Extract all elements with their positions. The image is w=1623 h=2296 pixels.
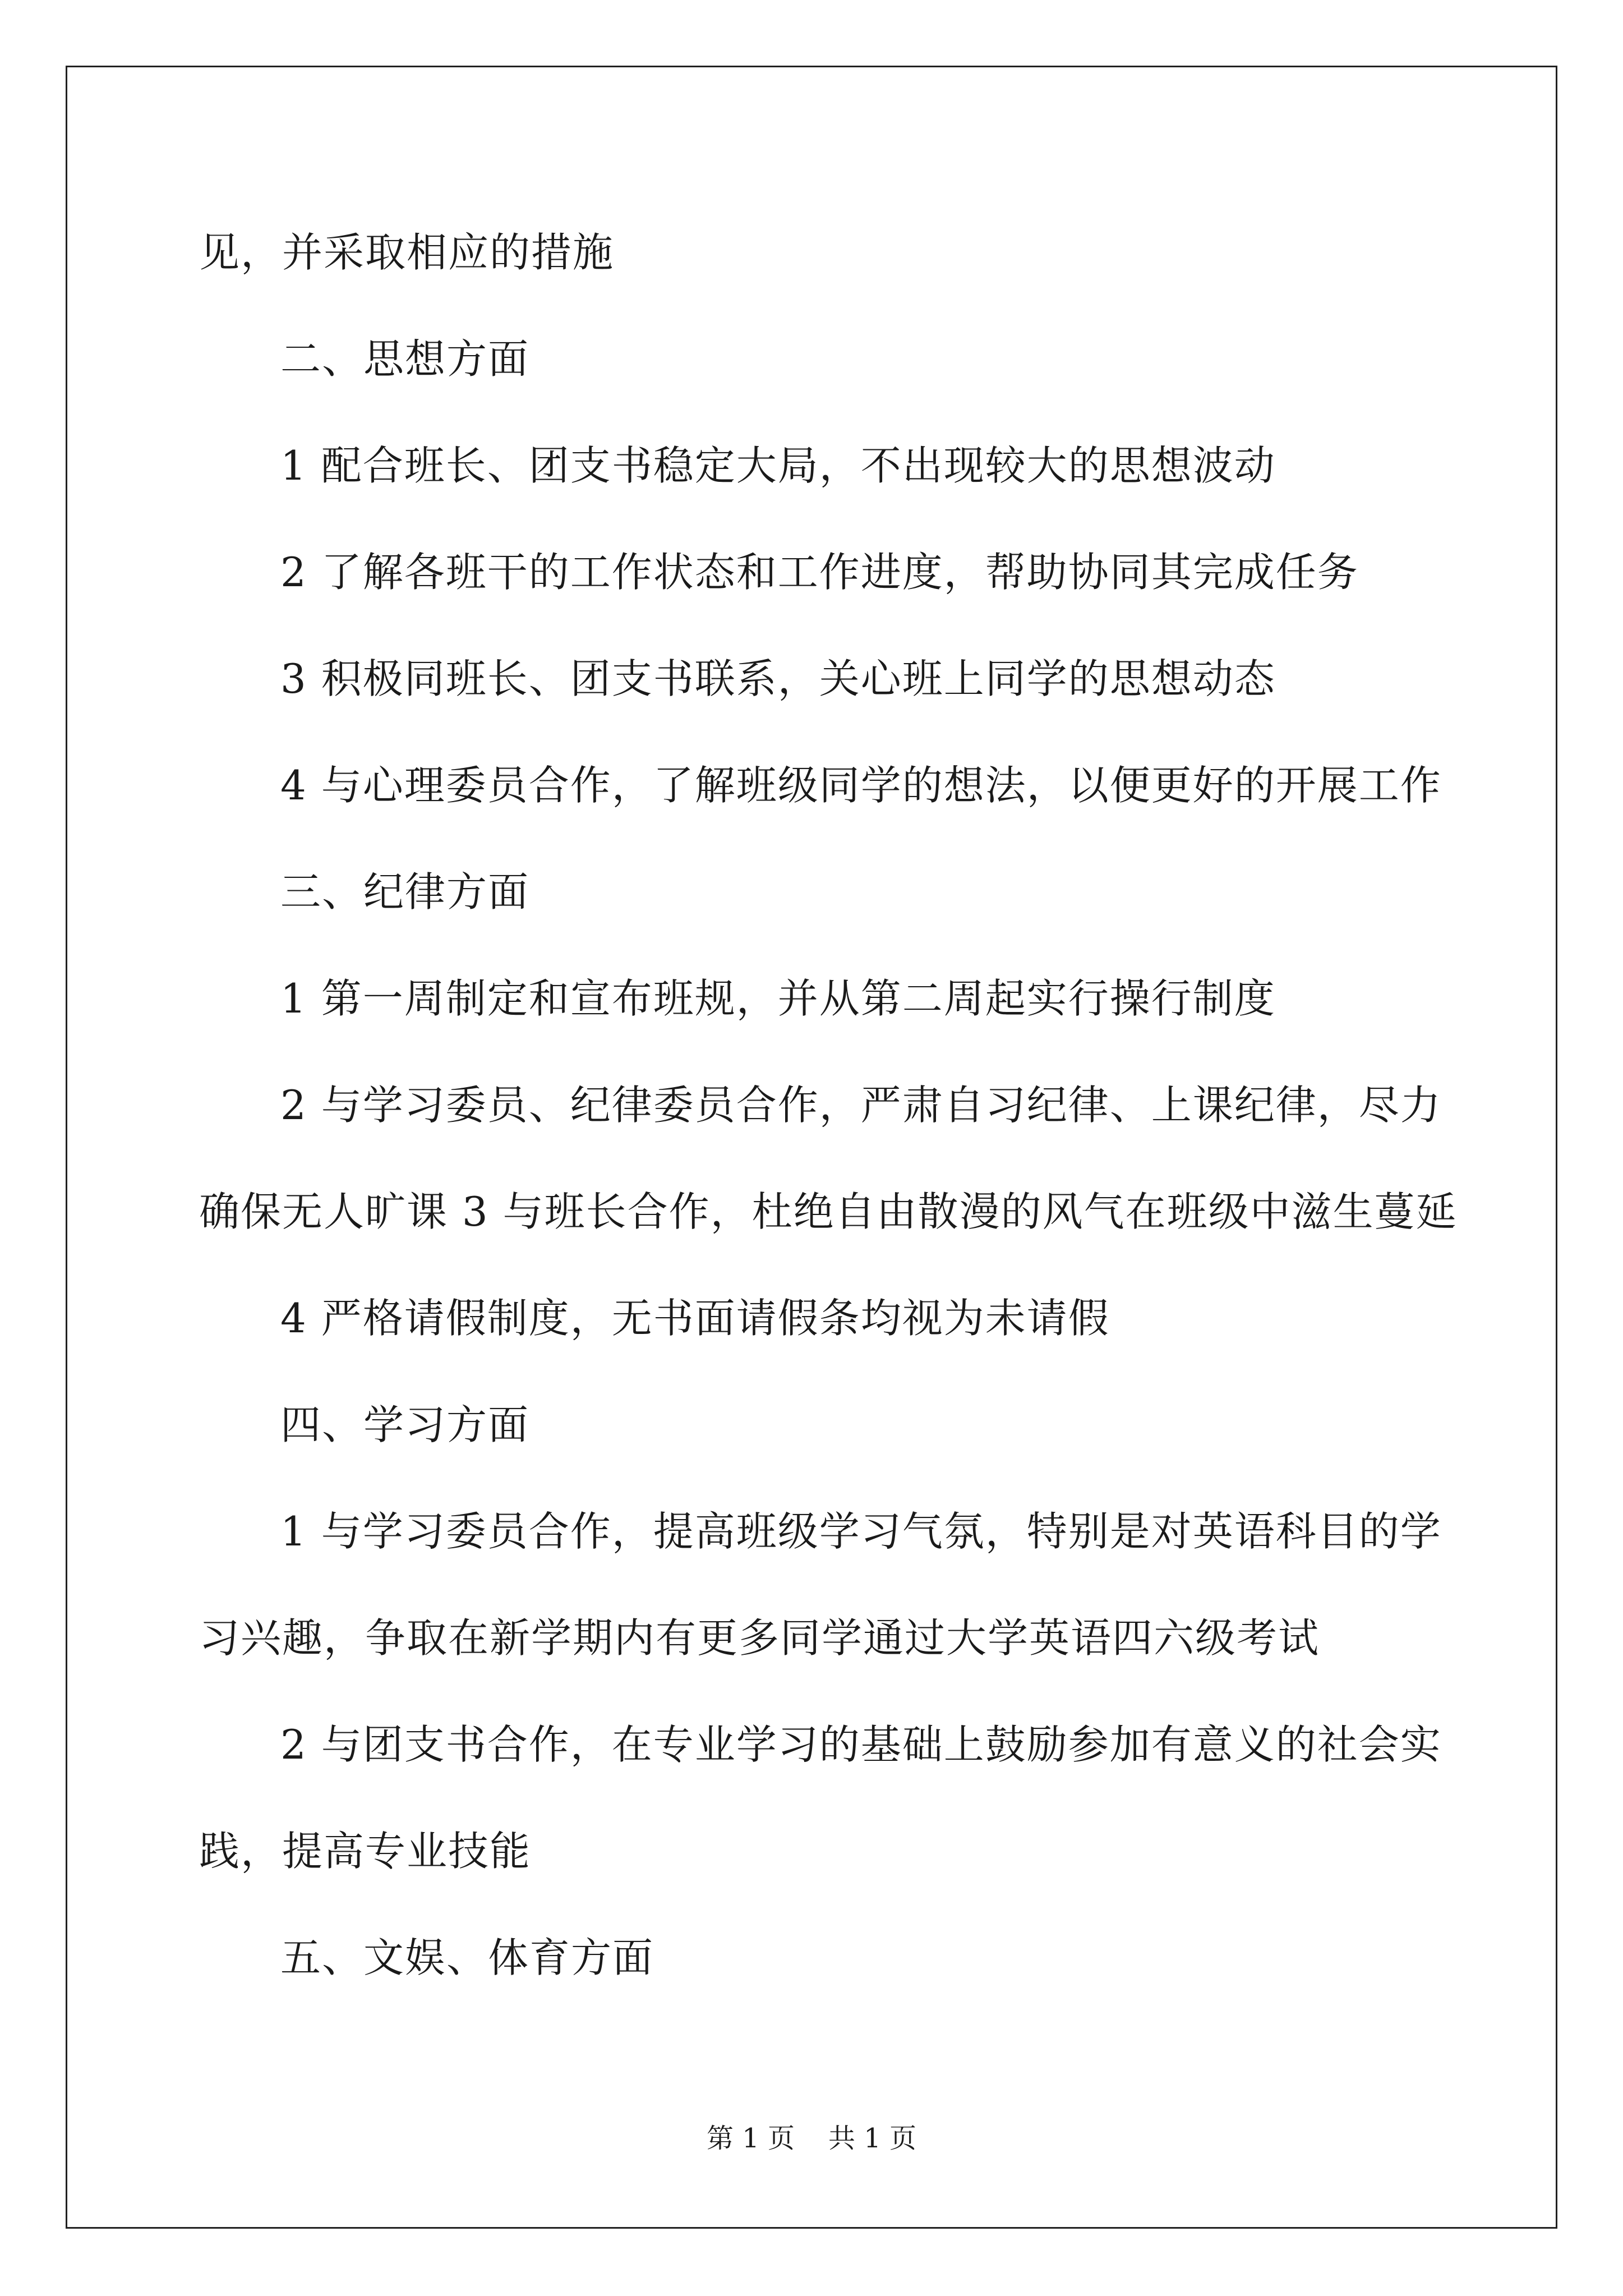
page-border [66, 66, 1557, 2229]
page-number-current: 第 1 页 [706, 2123, 795, 2154]
section-heading-culture-sports: 五、文娱、体育方面 [280, 1934, 654, 1981]
page-footer [0, 2122, 1623, 2155]
body-line-10: 确保无人旷课 3 与班长合作，杜绝自由散漫的风气在班级中滋生蔓延 [199, 1188, 1458, 1235]
section-heading-study: 四、学习方面 [280, 1401, 530, 1448]
body-line-5: 3 积极同班长、团支书联系，关心班上同学的思想动态 [280, 655, 1276, 702]
body-line-16: 践，提高专业技能 [199, 1828, 532, 1875]
body-line-11: 4 严格请假制度，无书面请假条均视为未请假 [280, 1295, 1110, 1342]
body-line-3: 1 配合班长、团支书稳定大局，不出现较大的思想波动 [280, 442, 1276, 489]
body-line-14: 习兴趣，争取在新学期内有更多同学通过大学英语四六级考试 [199, 1614, 1320, 1662]
body-line-13: 1 与学习委员合作，提高班级学习气氛，特别是对英语科目的学 [280, 1508, 1442, 1555]
body-line-4: 2 了解各班干的工作状态和工作进度，帮助协同其完成任务 [280, 549, 1359, 596]
body-line-8: 1 第一周制定和宣布班规，并从第二周起实行操行制度 [280, 975, 1276, 1022]
section-heading-discipline: 三、纪律方面 [280, 868, 530, 915]
body-line-1: 见，并采取相应的措施 [199, 229, 615, 276]
section-heading-thought: 二、思想方面 [280, 335, 530, 383]
body-line-9: 2 与学习委员、纪律委员合作，严肃自习纪律、上课纪律，尽力 [280, 1082, 1442, 1129]
body-line-6: 4 与心理委员合作，了解班级同学的想法，以便更好的开展工作 [280, 762, 1442, 809]
body-line-15: 2 与团支书合作，在专业学习的基础上鼓励参加有意义的社会实 [280, 1721, 1442, 1768]
page-number-total: 共 1 页 [828, 2123, 917, 2154]
